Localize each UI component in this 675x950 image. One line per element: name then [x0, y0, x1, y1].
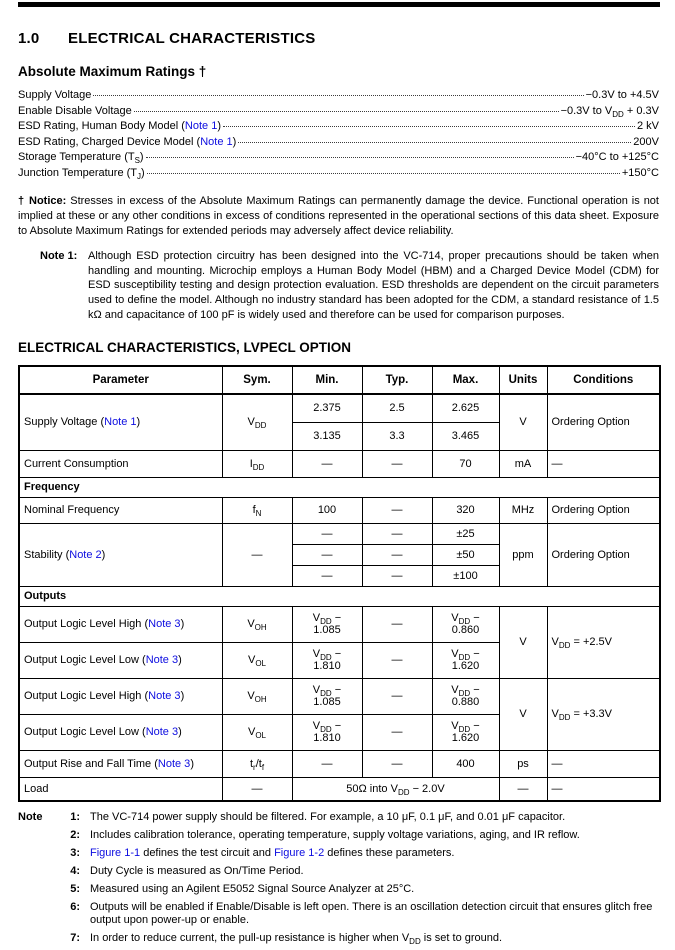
rating-row: ESD Rating, Charged Device Model (Note 1) 200V	[18, 135, 659, 148]
vol-25-sym: $V_{OL}$	[222, 642, 292, 678]
col-header-parameter: Parameter	[19, 366, 222, 394]
conditions-cell: Ordering Option	[547, 523, 660, 586]
table-header-row	[19, 366, 660, 394]
voh-25-sym: $V_{OH}$	[222, 606, 292, 642]
stability-sym: —	[222, 523, 292, 586]
min-cell: 3.135	[292, 422, 362, 450]
conditions-cell: $V_{DD} = +3.3V$	[547, 678, 660, 750]
min-cell: —	[292, 565, 362, 586]
table-row	[19, 777, 660, 801]
section-number: 1.0	[18, 30, 40, 47]
table-notes-list	[18, 811, 659, 946]
note-link[interactable]: Note 3	[145, 654, 179, 667]
conditions-cell: —	[547, 750, 660, 777]
supply-voltage-param: Supply Voltage (Note 1)	[19, 394, 222, 451]
typ-cell: —	[362, 544, 432, 565]
vol-33-param: Output Logic Level Low (Note 3)	[19, 714, 222, 750]
col-header-sym: Sym.	[222, 366, 292, 394]
units-cell: V	[499, 678, 547, 750]
table-note: 5: Measured using an Agilent E5052 Signal Source Analyzer at 25°C.	[70, 882, 415, 895]
typ-cell: —	[362, 523, 432, 544]
rating-label: ESD Rating, Charged Device Model (	[18, 135, 201, 148]
max-cell: 400	[432, 750, 499, 777]
note-link[interactable]: Note 2	[69, 548, 102, 561]
min-cell: —	[292, 523, 362, 544]
table-row	[19, 750, 660, 777]
current-consumption-sym: $I_{DD}$	[222, 450, 292, 477]
table-note: 7: In order to reduce current, the pull-up resistance is higher when $V_{DD}$ is set to ground.	[70, 932, 503, 947]
typ-cell: —	[362, 606, 432, 642]
min-cell: $V_{DD}$ − 1.810	[292, 642, 362, 678]
rise-fall-sym: $t_r/t_f$	[222, 750, 292, 777]
dot-leader	[223, 126, 635, 127]
typ-cell: —	[362, 714, 432, 750]
typ-cell: —	[362, 450, 432, 477]
table-row	[19, 606, 660, 642]
load-merged-cell: 50Ω into $V_{DD} - 2.0V$	[292, 777, 499, 801]
units-cell: ps	[499, 750, 547, 777]
table-note: 4: Duty Cycle is measured as On/Time Period.	[70, 864, 304, 877]
col-header-units: Units	[499, 366, 547, 394]
voh-33-sym: $V_{OH}$	[222, 678, 292, 714]
max-cell: 70	[432, 450, 499, 477]
typ-cell: 2.5	[362, 394, 432, 423]
dot-leader	[93, 95, 583, 96]
min-cell: $V_{DD}$ − 1.810	[292, 714, 362, 750]
note-link[interactable]: Note 3	[148, 618, 181, 631]
col-header-max: Max.	[432, 366, 499, 394]
max-cell: $V_{DD}$ − 1.620	[432, 714, 499, 750]
table-row	[19, 497, 660, 523]
rating-label: Storage Temperature (T	[18, 151, 135, 163]
voh-25-param: Output Logic Level High (Note 3)	[19, 606, 222, 642]
rating-label: Supply Voltage	[18, 89, 92, 101]
conditions-cell: Ordering Option	[547, 497, 660, 523]
vol-33-sym: $V_{OL}$	[222, 714, 292, 750]
units-cell: MHz	[499, 497, 547, 523]
max-cell: ±100	[432, 565, 499, 586]
dot-leader	[134, 111, 559, 112]
nominal-frequency-sym: $f_N$	[222, 497, 292, 523]
esd-note-paragraph	[18, 249, 659, 323]
notice-paragraph	[18, 194, 659, 239]
conditions-cell: $V_{DD} = +2.5V$	[547, 606, 660, 678]
typ-cell: —	[362, 565, 432, 586]
rating-value: 2 kV	[636, 120, 659, 132]
table-note: Note 1: The VC-714 power supply should be filtered. For example, a 10 μF, 0.1 μF, and 0.01 μF capacitor.	[18, 810, 566, 823]
load-sym: —	[222, 777, 292, 801]
max-cell: $V_{DD}$ − 0.880	[432, 678, 499, 714]
max-cell: $V_{DD}$ − 1.620	[432, 642, 499, 678]
max-cell: ±50	[432, 544, 499, 565]
table-note: 6: Outputs will be enabled if Enable/Disable is left open. There is an oscillation detection circuit that ensures glitch free output upon power-up or enable.	[70, 900, 653, 927]
table-note: 2: Includes calibration tolerance, operating temperature, supply voltage variations, aging, and IR reflow.	[70, 828, 580, 841]
dot-leader	[146, 157, 574, 158]
rating-label: ESD Rating, Human Body Model (	[18, 120, 185, 132]
note-link[interactable]: Note 1	[184, 120, 218, 132]
max-cell: 320	[432, 497, 499, 523]
min-cell: —	[292, 450, 362, 477]
min-cell: 100	[292, 497, 362, 523]
section-band-outputs: Outputs	[19, 586, 660, 606]
typ-cell: —	[362, 678, 432, 714]
units-cell: mA	[499, 450, 547, 477]
units-cell: V	[499, 394, 547, 451]
units-cell: V	[499, 606, 547, 678]
table-row	[19, 394, 660, 423]
dot-leader	[238, 142, 631, 143]
esd-note-label: Note 1:	[40, 250, 78, 262]
section-band-frequency: Frequency	[19, 477, 660, 497]
electrical-characteristics-table	[18, 365, 661, 802]
rating-row: Junction Temperature $(T_J)$ +150°C	[18, 166, 659, 181]
notice-label: † Notice:	[18, 195, 67, 207]
typ-cell: —	[362, 750, 432, 777]
min-cell: —	[292, 544, 362, 565]
units-cell: ppm	[499, 523, 547, 586]
col-header-typ: Typ.	[362, 366, 432, 394]
rating-value: −40°C to +125°C	[575, 151, 659, 163]
voh-33-param: Output Logic Level High (Note 3)	[19, 678, 222, 714]
rating-value: +150°C	[621, 166, 659, 179]
units-cell: —	[499, 777, 547, 801]
figure-link[interactable]: Figure 1-2	[274, 846, 325, 859]
note-link[interactable]: Note 1	[200, 135, 233, 148]
current-consumption-param: Current Consumption	[19, 450, 222, 477]
esd-note-text: Although ESD protection circuitry has been designed into the VC-714, proper precautions should be taken when handling and mounting. Microchip employs a Human Body Model (HBM) and a Charged Device Model (CDM) for ESD susceptibility testing and design protection evaluation. ESD thresholds are dependent on the circuit parameters used to define the model. Although no industry standard has been adopted for the CDM, a standard resistance of 1.5 kΩ and capacitance of 100 pF is widely used and therefore can be used for comparison purposes.	[88, 250, 659, 321]
table-row	[19, 523, 660, 544]
rating-value: 200V	[633, 135, 659, 148]
conditions-cell: —	[547, 450, 660, 477]
conditions-cell: Ordering Option	[547, 394, 660, 451]
note-link[interactable]: Note 3	[157, 757, 191, 770]
rating-label: Enable Disable Voltage	[18, 104, 132, 117]
max-cell: 3.465	[432, 422, 499, 450]
rating-value: −0.3V to +4.5V	[585, 89, 659, 101]
stability-param: Stability (Note 2)	[19, 523, 222, 586]
min-cell: $V_{DD}$ − 1.085	[292, 606, 362, 642]
figure-link[interactable]: Figure 1-1	[90, 846, 141, 859]
dot-leader	[147, 173, 620, 174]
typ-cell: —	[362, 497, 432, 523]
section-heading	[18, 30, 659, 47]
min-cell: $V_{DD}$ − 1.085	[292, 678, 362, 714]
table-title: ELECTRICAL CHARACTERISTICS, LVPECL OPTION	[18, 339, 352, 355]
load-param: Load	[19, 777, 222, 801]
table-row	[19, 450, 660, 477]
note-word: Note	[18, 810, 43, 823]
supply-voltage-sym: $V_{DD}$	[222, 394, 292, 451]
rating-row: Enable Disable Voltage −0.3V to $V_{DD} + 0.3V$	[18, 104, 659, 119]
table-note: 3: Figure 1-1 defines the test circuit and Figure 1-2 defines these parameters.	[70, 846, 455, 859]
min-cell: 2.375	[292, 394, 362, 423]
rating-label: Junction Temperature (T	[18, 166, 138, 179]
table-row	[19, 678, 660, 714]
rating-row: Storage Temperature $(T_S)$ −40°C to +125°C	[18, 151, 659, 166]
rating-row	[18, 88, 659, 104]
rating-row: ESD Rating, Human Body Model (Note 1) 2 kV	[18, 120, 659, 132]
vol-25-param: Output Logic Level Low (Note 3)	[19, 642, 222, 678]
note-link[interactable]: Note 3	[145, 726, 179, 739]
nominal-frequency-param: Nominal Frequency	[19, 497, 222, 523]
max-cell: 2.625	[432, 394, 499, 423]
abs-max-ratings-list	[18, 88, 659, 181]
rise-fall-param: Output Rise and Fall Time (Note 3)	[19, 750, 222, 777]
max-cell: $V_{DD}$ − 0.860	[432, 606, 499, 642]
rating-value: −0.3V to V	[560, 104, 613, 117]
conditions-cell: —	[547, 777, 660, 801]
note-link[interactable]: Note 1	[104, 416, 137, 429]
section-title: ELECTRICAL CHARACTERISTICS	[68, 30, 316, 47]
col-header-conditions: Conditions	[547, 366, 660, 394]
page-content	[18, 0, 659, 950]
col-header-min: Min.	[292, 366, 362, 394]
notice-text: Stresses in excess of the Absolute Maximum Ratings can permanently damage the device. Functional operation is not implied at these or any other conditions in excess of conditions represented in the operational sections of this data sheet. Exposure to Absolute Maximum Ratings for extended periods may adversely affect device reliability.	[18, 195, 659, 237]
max-cell: ±25	[432, 523, 499, 544]
min-cell: —	[292, 750, 362, 777]
typ-cell: 3.3	[362, 422, 432, 450]
abs-max-heading: Absolute Maximum Ratings †	[18, 64, 207, 79]
note-link[interactable]: Note 3	[148, 690, 181, 703]
typ-cell: —	[362, 642, 432, 678]
